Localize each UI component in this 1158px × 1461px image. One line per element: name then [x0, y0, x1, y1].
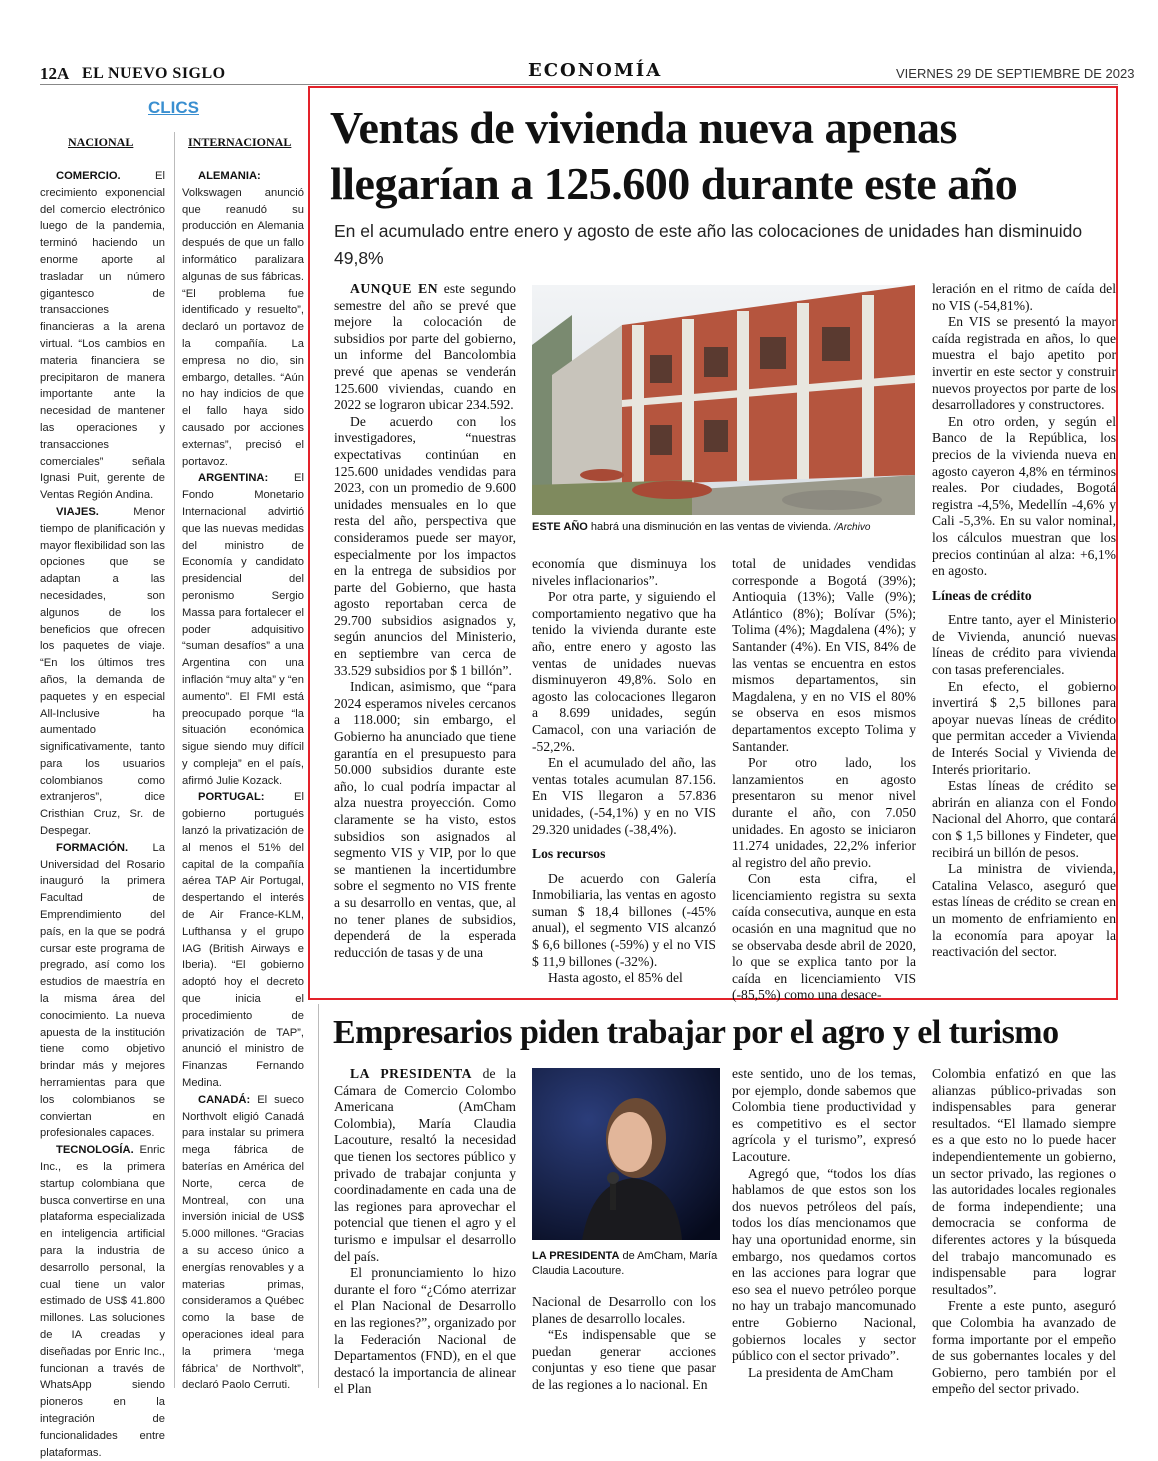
- story2-column-4: [932, 1066, 1116, 1397]
- nacional-briefs: [40, 168, 166, 1459]
- story1-paragraph: Entre tanto, ayer el Ministerio de Vivienda, anunció nuevas líneas de crédito para vivienda con tasas preferenciales.: [932, 612, 1116, 678]
- story1-paragraph: economía que disminuya los niveles inflacionarios”.: [532, 556, 716, 588]
- story2-left-divider: [318, 1004, 319, 1388]
- story2-paragraph: El pronunciamiento lo hizo durante el foro “¿Cómo aterrizar el Plan Nacional de Desarrollo en las regiones?”, organizado por la Federación Nacional de Departamentos (FND), en el que destacó la importancia de alinear el Plan: [334, 1265, 516, 1397]
- internacional-briefs: [182, 168, 304, 1390]
- story2-paragraph: Agregó que, “todos los días hablamos de que estos son los dos nuevos petróleos del país, todos los días mencionamos que hay una oportunidad enorme, sin embargo, nos quedamos cortos en las acciones para lograr que eso sea el nuevo petróleo porque no hay un trabajo mancomunado entre Gobierno Nacional, gobiernos locales y sector público con el sector privado”.: [732, 1165, 916, 1364]
- clics-divider: [174, 132, 175, 1388]
- internacional-brief-kicker: PORTUGAL:: [198, 791, 265, 804]
- story1-column-1: [334, 281, 516, 993]
- story2-column-3: [732, 1066, 916, 1394]
- photo2-caption: [532, 1249, 722, 1279]
- photo1-caption: [532, 521, 922, 533]
- nacional-label: NACIONAL: [68, 135, 134, 149]
- story1-paragraph: Indican, asimismo, que “para 2024 esperamos niveles cercanos a 118.000; sin embargo, el Gobierno ha anunciado que tiene garantía en el presupuesto para 50.000 subsidios durante este año, lo cual podría impactar al alza nuestra proyección. Como claramente se ha visto, estos subsidios son asignados al segmento VIS y VIP, por lo que se mantienen la incertidumbre sobre el segmento no VIS frente a su desarrollo en ventas, que, al no tener planes de subsidios, dependerá de la esperada reducción de tasas y de una: [334, 679, 516, 960]
- story1-paragraph: La ministra de vivienda, Catalina Velasco, aseguró que estas líneas de crédito se crean en un momento de enfriamiento en la economía para apoyar la reactivación del sector.: [932, 861, 1116, 960]
- story1-paragraph: En efecto, el gobierno invertirá $ 2,5 billones para apoyar nuevas líneas de crédito que permitan acceder a Vivienda de Interés Social y Vivienda de Interés prioritario.: [932, 678, 1116, 777]
- internacional-brief: [182, 470, 304, 789]
- caption2-bold: LA PRESIDENTA: [532, 1250, 620, 1262]
- story-headline: Ventas de vivienda nueva apenas llegarían a 125.600 durante este año: [330, 102, 1018, 209]
- story1-paragraph: En VIS se presentó la mayor caída registrada en años, lo que muestra el bajo apetito por invertir en este sector y construir nuevos proyectos por parte de los desarrolladores y constructores.: [932, 314, 1116, 413]
- nacional-brief: [40, 1142, 165, 1461]
- internacional-label: INTERNACIONAL: [188, 135, 292, 149]
- story1-paragraph: Por otro lado, los lanzamientos en agosto presentaron su menor nivel durante el año, con 7.050 unidades. En agosto se iniciaron 11.274 unidades, 22,2% inferior al registro del año previo.: [732, 755, 916, 870]
- story-deck: En el acumulado entre enero y agosto de este año las colocaciones de unidades han disminuido 49,8%: [334, 221, 1083, 268]
- housing-photo-illustration: [532, 285, 915, 515]
- story1-paragraph: Por otra parte, y siguiendo el comportamiento negativo que ha tenido la vivienda durante este año, entre enero y agosto las ventas de unidades nuevas disminuyeron 49,8%. Solo en agosto las colocaciones llegaron a 8.699 unidades, según Camacol, con una variación de -52,2%.: [532, 589, 716, 754]
- nacional-brief: [40, 168, 165, 504]
- internacional-brief-kicker: ALEMANIA:: [198, 170, 261, 182]
- story1-paragraph: Con esta cifra, el licenciamiento registra su sexta caída consecutiva, aunque en esta ocasión en una magnitud que no se observaba desde abril de 2020, lo que se explica tanto por la caída en licenciamiento VIS (-85,5%) como una desace-: [732, 871, 916, 1003]
- internacional-brief-kicker: CANADÁ:: [198, 1093, 251, 1106]
- story1-paragraph: AUNQUE EN este segundo semestre del año se prevé que mejore la colocación de subsidios por parte del gobierno, un informe del Bancolombia prevé que apenas se venderán 125.600 viviendas, cuando en 2022 se lograron ubicar 234.592.: [334, 281, 516, 413]
- story2-paragraph: Colombia enfatizó en que las alianzas público-privadas son indispensables para generar resultados. “El llamado siempre es a que esto no lo puede hacer independientemente un gobierno, un sector privado, las regiones o las autoridades locales regionales de forma independiente; una democracia se conforma de diferentes actores y la búsqueda del trabajo mancomunado es indispensable para lograr resultados”.: [932, 1066, 1116, 1297]
- story1-paragraph: Hasta agosto, el 85% del: [548, 970, 683, 986]
- story2-paragraph: este sentido, uno de los temas, por ejemplo, donde sabemos que Colombia tiene productividad y es competitivo es el sector agrícola y el turismo”, expresó Lacouture.: [732, 1066, 916, 1164]
- story2-column-1: [334, 1066, 516, 1397]
- nacional-brief: [40, 840, 165, 1142]
- story1-paragraph: En otro orden, y según el Banco de la República, los precios de la vivienda nueva en agosto cayeron 4,8% en términos reales. Por ciudades, Bogotá registra -4,5%, Medellín -4,6% y Cali -5,3%. En su valor nominal, los cálculos muestran que los precios continúan al alza: +6,1% en agosto.: [932, 413, 1116, 579]
- story2-paragraph: Nacional de Desarrollo con los planes de desarrollo locales.: [532, 1294, 716, 1326]
- nacional-brief-text: Menor tiempo de planificación y mayor flexibilidad son las opciones que se adaptan a las necesidades, son algunos de los beneficios que ofrecen los paquetes de viaje. “En los últimos tres años, la demanda de paquetes y en especial All-Inclusive ha aumentado significativamente, tanto para los usuarios colombianos como extranjeros”, dice Cristhian Cruz, Sr. de Despegar.: [40, 505, 165, 838]
- story1-paragraph: Estas líneas de crédito se abrirán en alianza con el Fondo Nacional del Ahorro, que contará con $ 1,5 billones y Findeter, que recibirá un billón de pesos.: [932, 778, 1116, 860]
- subhead-los-recursos: Los recursos: [532, 846, 606, 862]
- internacional-brief-text: Volkswagen anunció que reanudó su producción en Alemania después de que un fallo informático paralizara algunas de sus fábricas. “El problema fue identificado y resuelto”, declaró un portavoz de la compañía. La empresa no dio, sin embargo, detalles. “Aún no hay indicios de que el fallo haya sido causado por acciones externas”, precisó el portavoz.: [182, 186, 304, 468]
- speaker-photo-illustration: [532, 1068, 720, 1240]
- internacional-brief: [182, 168, 304, 470]
- internacional-brief-text: El gobierno portugués lanzó la privatización de al menos el 51% del capital de la compañía aérea TAP Air Portugal, despertando el interés de Air France-KLM, Lufthansa y el grupo IAG (British Airways e Iberia). “El gobierno adoptó hoy el decreto que inicia el procedimiento de privatización de TAP”, anunció el ministro de Finanzas Fernando Medina.: [182, 791, 304, 1090]
- nacional-brief: [40, 504, 165, 840]
- internacional-brief-text: El sueco Northvolt eligió Canadá para instalar su primera mega fábrica de baterías en América del Norte, cerca de Montreal, con una inversión inicial de US$ 5.000 millones. “Gracias a su acceso único a energías renovables y a materias primas, consideramos a Québec como la base de operaciones ideal para la primera ‘mega fábrica’ de Northvolt”, declaró Paolo Cerruti.: [182, 1093, 304, 1392]
- nacional-brief-text: Enric Inc., es la primera startup colombiana que busca convertirse en una plataforma especializada en inteligencia artificial para la industria de desarrollo personal, la cual tiene un valor estimado de US$ 41.800 millones. Las soluciones de IA creadas y diseñadas por Enric Inc., funcionan a través de WhatsApp siendo pioneros en la integración de funcionalidades entre plataformas.: [40, 1144, 166, 1459]
- caption-credit: /Archivo: [834, 522, 871, 533]
- story1-column-2: [532, 556, 716, 993]
- story1-paragraph: En el acumulado del año, las ventas totales acumulan 87.156. En VIS llegaron a 57.836 unidades, (-54,1%) y en no VIS 29.320 unidades (-38,4%).: [532, 755, 716, 837]
- story1-column-3: [732, 556, 916, 1003]
- story1-column-4: [932, 281, 1116, 993]
- story2-headline: Empresarios piden trabajar por el agro y el turismo: [333, 1014, 1059, 1051]
- nacional-brief-kicker: TECNOLOGÍA.: [56, 1144, 134, 1157]
- page-number: 12A: [40, 64, 70, 83]
- section-title: ECONOMÍA: [528, 60, 663, 81]
- internacional-brief: [182, 1092, 304, 1394]
- internacional-brief-text: El Fondo Monetario Internacional advirtió que las nuevas medidas del ministro de Economía y candidato presidencial del peronismo Sergio Massa para fortalecer el poder adquisitivo “suman desafíos” a una Argentina con una inflación “muy alta” y “en aumento”. El FMI está preocupado porque “la situación económica sigue siendo muy difícil y compleja” en el país, afirmó Julie Kozack.: [182, 472, 304, 787]
- story2-column-2: [532, 1294, 716, 1394]
- newspaper-name: EL NUEVO SIGLO: [82, 65, 226, 82]
- clics-title: CLICS: [148, 98, 199, 117]
- nacional-brief-kicker: FORMACIÓN.: [56, 841, 129, 854]
- story2-lead-in: LA PRESIDENTA: [350, 1066, 472, 1081]
- story1-paragraph: De acuerdo con Galería Inmobiliaria, las ventas en agosto suman $ 18,4 billones (-45% anual), el segmento VIS alcanzó $ 6,6 billones (-59%) y el no VIS $ 11,9 billones (-32%).: [532, 870, 716, 969]
- caption-text: habrá una disminución en las ventas de vivienda.: [587, 521, 832, 533]
- nacional-brief-text: La Universidad del Rosario inauguró la primera Facultad de Emprendimiento del país, en la que se podrá cursar este programa de pregrado, así como los estudios de maestría en la misma área del conocimiento. La nueva apuesta de la institución tiene como objetivo brindar más y mejores herramientas para que los colombianos se conviertan en profesionales capaces.: [40, 841, 165, 1140]
- story2-paragraph: Frente a este punto, aseguró que Colombia ha avanzado de forma importante por el empeño de sus gobernantes locales y del Gobierno, pero también por el empeño del sector privado.: [932, 1298, 1116, 1397]
- story1-paragraph: leración en el ritmo de caída del no VIS (-54,81%).: [932, 281, 1116, 313]
- story2-paragraph: LA PRESIDENTA de la Cámara de Comercio Colombo Americana (AmCham Colombia), María Claudia Lacouture, resaltó la necesidad que tienen los sectores público y privado de trabajar conjunta y coordinadamente en cada una de las regiones para aprovechar el potencial que tienen el agro y el turismo e impulsar el desarrollo del país.: [334, 1066, 516, 1264]
- nacional-brief-kicker: COMERCIO.: [56, 170, 121, 182]
- internacional-brief-kicker: ARGENTINA:: [198, 472, 269, 485]
- header-rule: [40, 84, 1118, 85]
- story1-lead-in: AUNQUE EN: [350, 281, 439, 296]
- story2-paragraph: “Es indispensable que se puedan generar acciones conjuntas y eso tiene que pasar de las regiones a lo nacional. En: [532, 1327, 716, 1392]
- speaker-photo: [532, 1068, 720, 1240]
- story1-paragraph: total de unidades vendidas corresponde a Bogotá (39%); Antioquia (13%); Valle (9%); Atlántico (8%); Bolívar (5%); Tolima (4%); Magdalena (4%); y Santander (4%). En VIS, 84% de las ventas se encuentra en estos mismos departamentos, sin Magdalena, y en no VIS el 80% se observa en esos mismos departamentos excepto Tolima y Santander.: [732, 556, 916, 754]
- caption-bold: ESTE AÑO: [532, 521, 588, 533]
- internacional-brief: [182, 789, 304, 1091]
- issue-date: VIERNES 29 DE SEPTIEMBRE DE 2023: [896, 66, 1135, 81]
- story1-paragraph: De acuerdo con los investigadores, “nuestras expectativas continúan en 125.600 unidades vendidas para 2023, con un promedio de 9.600 unidades mensuales en lo que resta del año, perspectiva que consideramos puede ser mayor, especialmente por los impactos en la entrega de subsidios por parte del Gobierno, que hasta agosto reportaban cerca de 29.700 subsidios asignados y, según anuncios del Ministerio, en septiembre van cerca de 33.529 subsidios por $ 1 billón”.: [334, 413, 516, 678]
- caption2-text: de AmCham, María Claudia Lacouture.: [532, 1250, 718, 1277]
- story2-paragraph: La presidenta de AmCham: [748, 1364, 894, 1380]
- nacional-brief-kicker: VIAJES.: [56, 505, 99, 518]
- nacional-brief-text: El crecimiento exponencial del comercio electrónico luego de la pandemia, terminó haciendo un enorme aporte al trasladar un número gigantesco de transacciones financieras a la arena virtual. “Los cambios en materia financiera se precipitaron de manera importante ante la necesidad de mantener las operaciones y transacciones comerciales” señala Ignasi Puit, gerente de Ventas Región Andina.: [40, 170, 165, 502]
- subhead-lineas-de-credito: Líneas de crédito: [932, 587, 1032, 603]
- housing-photo: [532, 285, 915, 515]
